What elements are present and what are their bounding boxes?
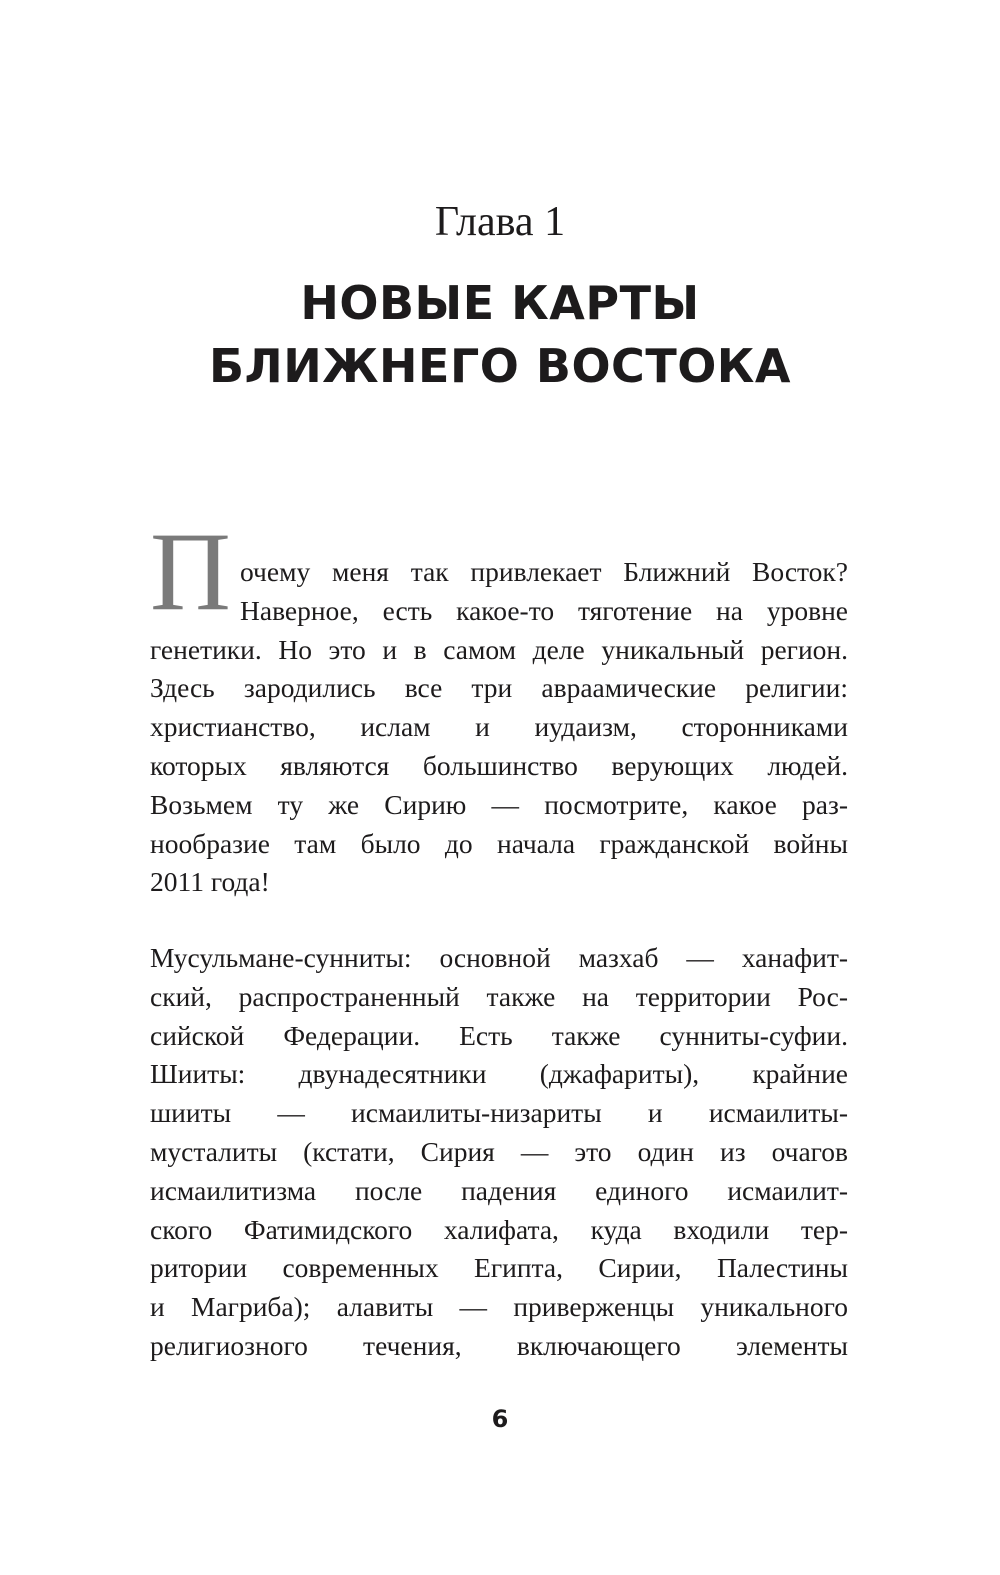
text-line: очему меня так привлекает Ближний Восток? <box>240 556 848 587</box>
drop-cap: П <box>150 510 231 634</box>
paragraph-1 <box>150 553 848 902</box>
text-line: христианство, ислам и иудаизм, сторонниками <box>150 711 848 743</box>
text-line: генетики. Но это и в самом деле уникальный регион. <box>150 633 848 665</box>
text-line: ского Фатимидского халифата, куда входили тер- <box>150 1213 848 1245</box>
text-line: сийской Федерации. Есть также сунниты-суфии. <box>150 1019 848 1051</box>
text-line: ритории современных Египта, Сирии, Палестины <box>150 1252 848 1284</box>
text-line: Мусульмане-сунниты: основной мазхаб — ханафит- <box>150 942 848 973</box>
text-line: 2011 года! <box>150 866 270 898</box>
paragraph-2 <box>150 939 848 1366</box>
text-line: которых являются большинство верующих людей. <box>150 749 848 781</box>
text-line: Шииты: двунадесятники (джафариты), крайние <box>150 1058 848 1090</box>
text-line: исмаилитизма после падения единого исмаилит- <box>150 1174 848 1206</box>
text-line: нообразие там было до начала гражданской войны <box>150 827 848 859</box>
text-line: Наверное, есть какое-то тяготение на уровне <box>240 594 848 626</box>
chapter-title-line-1: НОВЫЕ КАРТЫ <box>300 276 700 330</box>
text-line: религиозного течения, включающего элементы <box>150 1329 848 1361</box>
text-line: ский, распространенный также на территории Рос- <box>150 980 848 1012</box>
chapter-label: Глава 1 <box>434 199 566 245</box>
page-number: 6 <box>491 1405 509 1433</box>
text-line: Возьмем ту же Сирию — посмотрите, какое раз- <box>150 788 848 820</box>
text-line: мусталиты (кстати, Сирия — это один из очагов <box>150 1135 848 1167</box>
text-line: Здесь зародились все три авраамические религии: <box>150 672 848 704</box>
text-line: и Магриба); алавиты — приверженцы уникального <box>150 1291 848 1323</box>
text-line: шииты — исмаилиты-низариты и исмаилиты- <box>150 1097 848 1129</box>
chapter-title-line-2: БЛИЖНЕГО ВОСТОКА <box>208 339 792 393</box>
